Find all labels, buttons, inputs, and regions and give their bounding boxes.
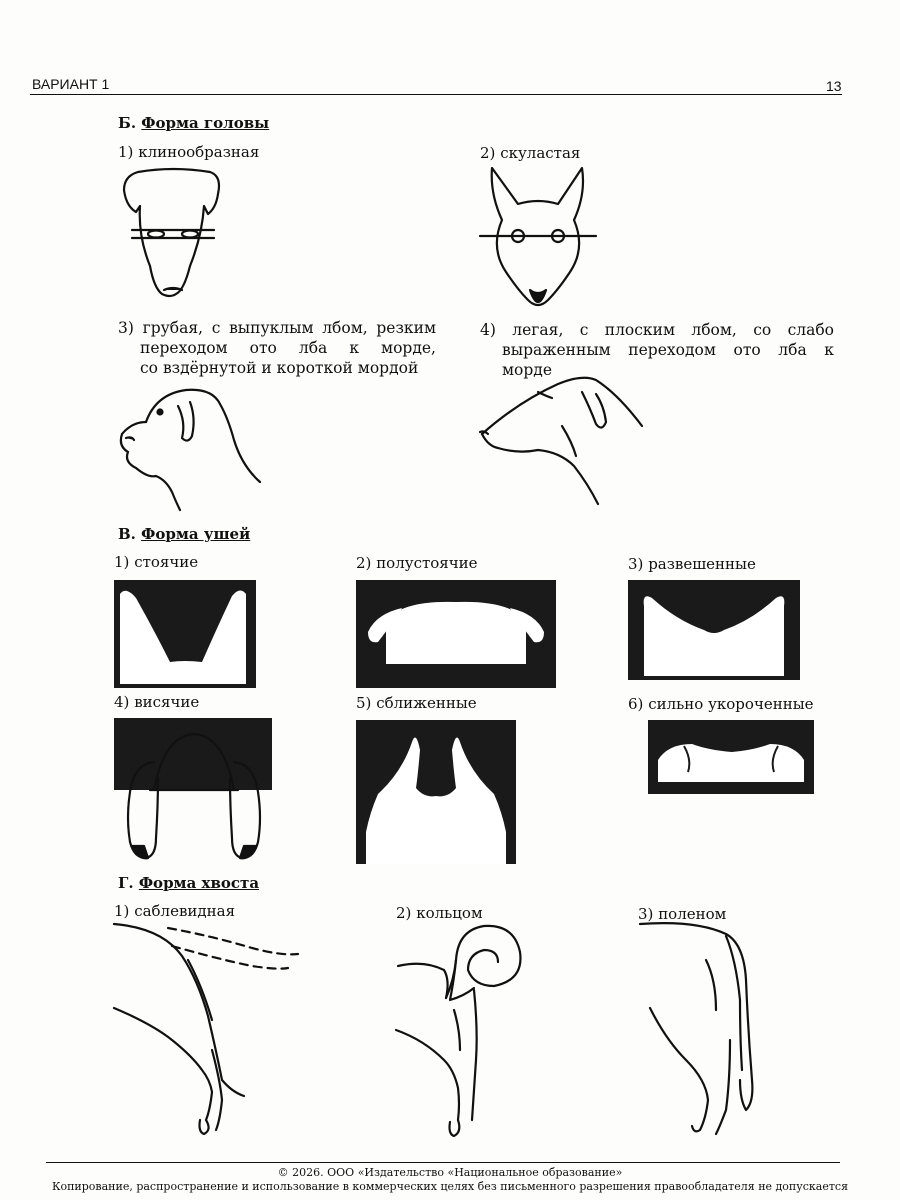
tail-caption-3: 3) поленом: [638, 905, 727, 923]
section-letter: Б.: [118, 114, 137, 132]
cheeky-head-illustration: [478, 164, 598, 314]
spread-ears-illustration: [628, 580, 800, 680]
head-caption-3: 3) грубая, с выпуклым лбом, резким переходом ото лба к морде, со вздёрнутой и короткой мордой: [118, 319, 436, 377]
light-head-illustration: [478, 372, 646, 508]
footer-notice: Копирование, распространение и использование в коммерческих целях без письменного разрешения правообладателя не допускается: [51, 1180, 849, 1193]
footer-rule: [46, 1162, 840, 1163]
sabre-tail-illustration: [112, 920, 302, 1142]
head-caption-1: 1) клинообразная: [118, 143, 260, 161]
tail-section-title: Г. Форма хвоста: [118, 874, 260, 892]
ears-caption-2: 2) полустоячие: [356, 554, 478, 572]
head-caption-2: 2) скуластая: [480, 144, 581, 162]
cropped-ears-illustration: [648, 720, 814, 794]
coarse-head-illustration: [116, 382, 264, 514]
ears-caption-6: 6) сильно укороченные: [628, 695, 814, 713]
section-title-text: Форма головы: [141, 114, 270, 132]
head-caption-4: 4) легая, с плоским лбом, со слабо выраженным переходом ото лба к морде: [480, 321, 834, 379]
ears-section-title: В. Форма ушей: [118, 525, 251, 543]
ring-tail-illustration: [394, 920, 554, 1142]
log-tail-illustration: [636, 920, 766, 1142]
page-number: 13: [826, 78, 842, 94]
drooping-ears-illustration: [114, 718, 274, 864]
head-section-title: [118, 114, 269, 132]
wedge-head-illustration: [118, 166, 228, 302]
header-rule: [30, 94, 842, 95]
ears-caption-4: 4) висячие: [114, 693, 200, 711]
tail-caption-1: 1) саблевидная: [114, 902, 236, 920]
variant-label: ВАРИАНТ 1: [32, 76, 110, 92]
erect-ears-illustration: [114, 580, 256, 688]
semi-erect-ears-illustration: [356, 580, 556, 688]
footer-copyright: © 2026. ООО «Издательство «Национальное образование»: [277, 1166, 623, 1179]
tail-caption-2: 2) кольцом: [396, 904, 483, 922]
ears-caption-3: 3) развешенные: [628, 555, 756, 573]
ears-caption-5: 5) сближенные: [356, 694, 477, 712]
ears-caption-1: 1) стоячие: [114, 553, 199, 571]
close-set-ears-illustration: [356, 720, 516, 864]
